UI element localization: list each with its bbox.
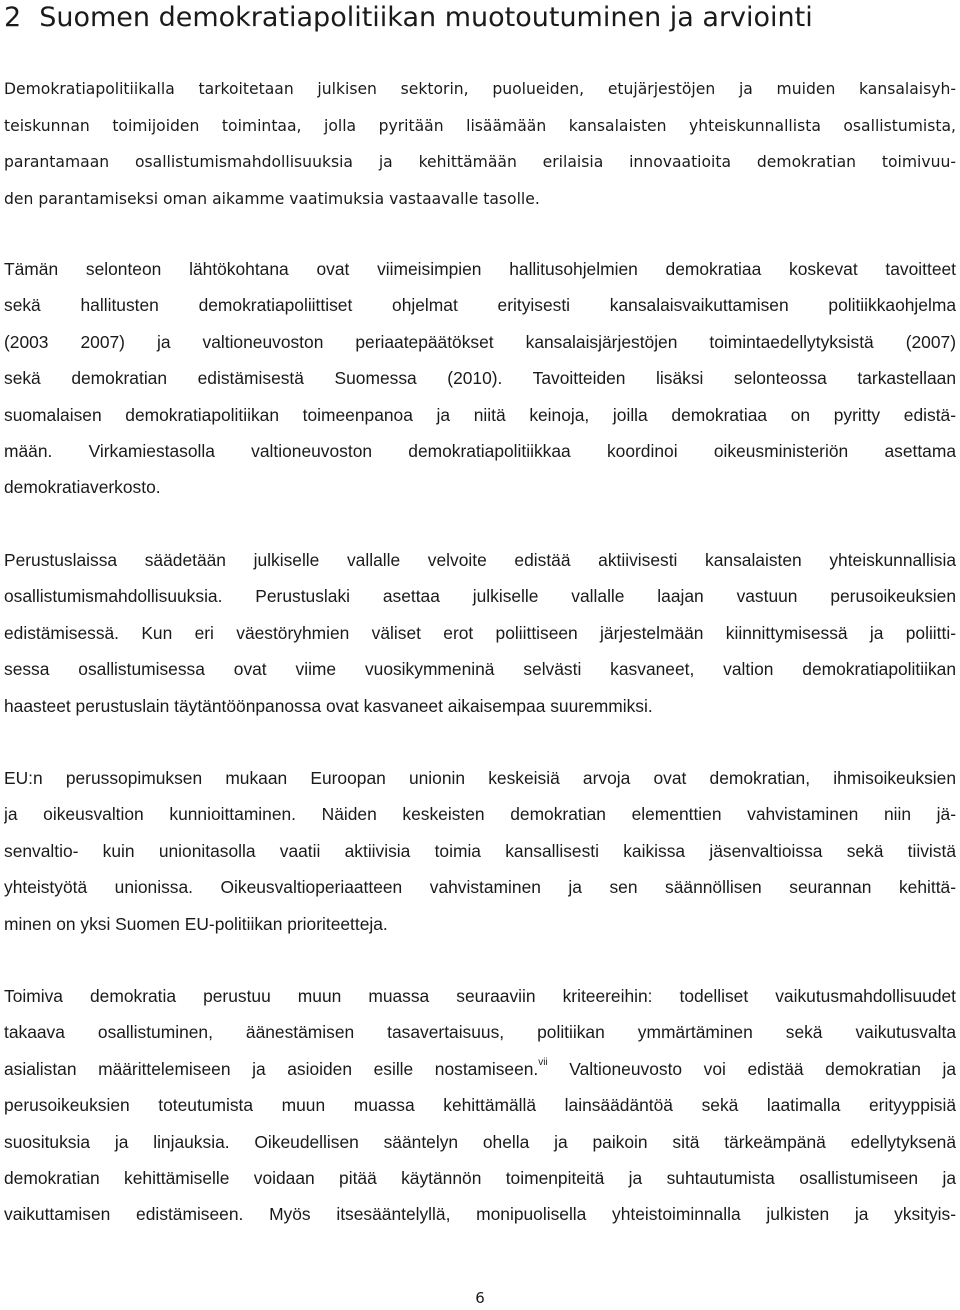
paragraph-line: yhteistyötä unionissa. Oikeusvaltioperiaatteen vahvistaminen ja sen säännöllisen seurannan kehittä- xyxy=(4,877,956,898)
paragraph-line: Toimiva demokratia perustuu muun muassa seuraaviin kriteereihin: todelliset vaikutusmahdollisuudet xyxy=(4,986,956,1006)
paragraph-line: minen on yksi Suomen EU-politiikan prioriteetteja. xyxy=(4,913,388,934)
section-number: 2 xyxy=(4,2,22,33)
paragraph-line: edistämisessä. Kun eri väestöryhmien väliset erot poliittiseen järjestelmään kiinnittymisessä ja poliitti- xyxy=(4,622,956,643)
paragraph-line: demokratiaverkosto. xyxy=(4,477,161,498)
paragraph-line-with-footnote xyxy=(4,1051,956,1087)
paragraph-line: Demokratiapolitiikalla tarkoitetaan julkisen sektorin, puolueiden, etujärjestöjen ja muiden kansalaisyh- xyxy=(4,80,956,98)
paragraph-line: vaikuttamisen edistämiseen. Myös itsesääntelyllä, monipuolisella yhteistoiminnalla julkisten ja yksityis- xyxy=(4,1204,956,1225)
paragraph-line: sekä hallitusten demokratiapoliittiset ohjelmat erityisesti kansalaisvaikuttamisen politiikkaohjelma xyxy=(4,295,956,316)
paragraph-1 xyxy=(4,71,956,217)
paragraph-3 xyxy=(4,542,956,724)
paragraph-line: Perustuslaissa säädetään julkiselle vallalle velvoite edistää aktiivisesti kansalaisten yhteiskunnallisia xyxy=(4,550,956,570)
paragraph-line: haasteet perustuslain täytäntöönpanossa ovat kasvaneet aikaisempaa suuremmiksi. xyxy=(4,695,653,716)
paragraph-line: sekä demokratian edistämisestä Suomessa (2010). Tavoitteiden lisäksi selonteossa tarkastellaan xyxy=(4,368,956,389)
paragraph-line: mään. Virkamiestasolla valtioneuvoston demokratiapolitiikkaa koordinoi oikeusministeriön asettama xyxy=(4,440,956,461)
paragraph-line: parantamaan osallistumismahdollisuuksia ja kehittämään erilaisia innovaatioita demokratian toimivuu- xyxy=(4,153,956,171)
paragraph-line-text: asialistan määrittelemiseen ja asioiden esille nostamiseen. xyxy=(4,1058,539,1079)
paragraph-4 xyxy=(4,760,956,942)
paragraph-line: suosituksia ja linjauksia. Oikeudellisen sääntelyn ohella ja paikoin sitä tärkeämpänä edellytyksenä xyxy=(4,1131,956,1152)
paragraph-line: teiskunnan toimijoiden toimintaa, jolla pyritään lisäämään kansalaisten yhteiskunnallista osallistumista, xyxy=(4,116,956,135)
paragraph-line: den parantamiseksi oman aikamme vaatimuksia vastaavalle tasolle. xyxy=(4,189,540,208)
section-title: Suomen demokratiapolitiikan muotoutuminen ja arviointi xyxy=(39,2,813,33)
paragraph-line: takaava osallistuminen, äänestämisen tasavertaisuus, politiikan ymmärtäminen sekä vaikutusvalta xyxy=(4,1022,956,1043)
paragraph-2 xyxy=(4,251,956,506)
paragraph-line: osallistumismahdollisuuksia. Perustuslaki asettaa julkiselle vallalle laajan vastuun perusoikeuksien xyxy=(4,586,956,607)
footnote-reference[interactable]: vii xyxy=(538,1056,548,1068)
paragraph-line: Tämän selonteon lähtökohtana ovat viimeisimpien hallitusohjelmien demokratiaa koskevat tavoitteet xyxy=(4,259,956,279)
paragraph-line: ja oikeusvaltion kunnioittaminen. Näiden keskeisten demokratian elementtien vahvistaminen niin jä- xyxy=(4,804,956,825)
paragraph-5 xyxy=(4,978,956,1233)
paragraph-line: perusoikeuksien toteutumista muun muassa kehittämällä lainsäädäntöä sekä laatimalla erityyppisiä xyxy=(4,1095,956,1116)
paragraph-line: suomalaisen demokratiapolitiikan toimeenpanoa ja niitä keinoja, joilla demokratiaa on pyritty edistä- xyxy=(4,404,956,425)
paragraph-line: (2003 2007) ja valtioneuvoston periaatepäätökset kansalaisjärjestöjen toimintaedellytyksistä (2007) xyxy=(4,331,956,352)
paragraph-line-continuation: Valtioneuvosto voi edistää demokratian ja xyxy=(547,1058,956,1079)
paragraph-line: demokratian kehittämiselle voidaan pitää käytännön toimenpiteitä ja suhtautumista osallistumiseen ja xyxy=(4,1167,956,1188)
paragraph-line: EU:n perussopimuksen mukaan Euroopan unionin keskeisiä arvoja ovat demokratian, ihmisoikeuksien xyxy=(4,768,956,788)
section-heading xyxy=(4,0,813,38)
paragraph-line: senvaltio- kuin unionitasolla vaatii aktiivisia toimia kansallisesti kaikissa jäsenvaltioissa sekä tiivistä xyxy=(4,840,956,861)
paragraph-line: sessa osallistumisessa ovat viime vuosikymmeninä selvästi kasvaneet, valtion demokratiapolitiikan xyxy=(4,659,956,680)
page-number: 6 xyxy=(475,1289,485,1307)
